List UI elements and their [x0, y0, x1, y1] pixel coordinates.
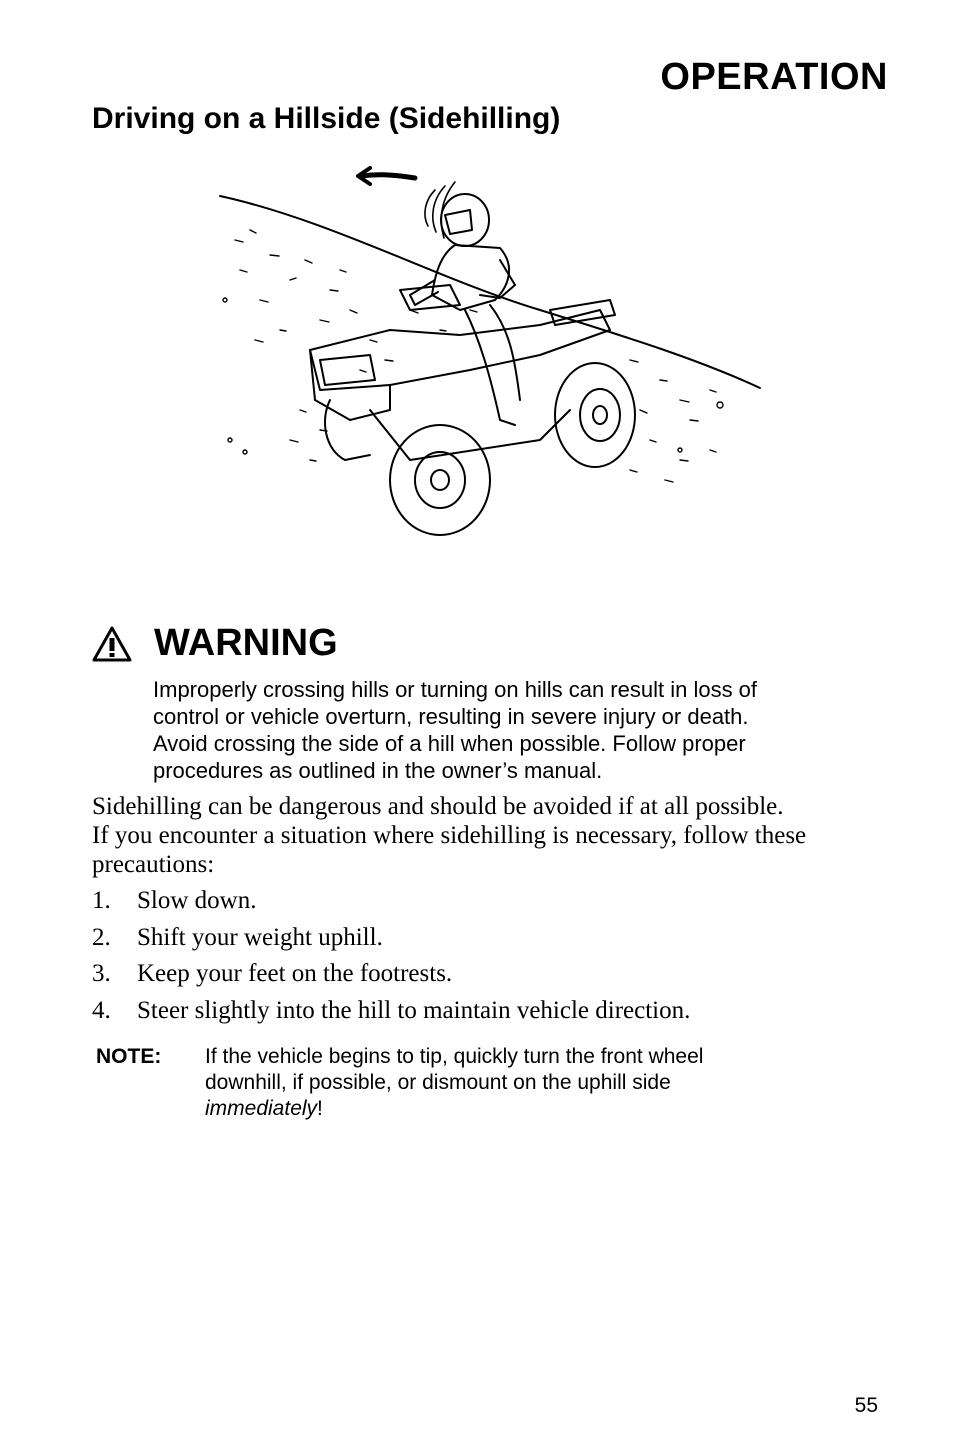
step-text: Slow down. [137, 887, 257, 914]
intro-paragraph [92, 792, 892, 879]
section-title: OPERATION [660, 56, 888, 98]
page-heading: Driving on a Hillside (Sidehilling) [92, 102, 561, 135]
note-emphasis: immediately [205, 1097, 318, 1120]
step-item [92, 923, 892, 952]
warning-line: procedures as outlined in the owner’s manual. [153, 758, 603, 783]
note-block [96, 1044, 856, 1122]
front-wheel [390, 425, 490, 535]
warning-line: control or vehicle overturn, resulting in severe injury or death. [153, 704, 749, 729]
rear-wheel [555, 363, 635, 467]
ground-speckles [223, 230, 723, 482]
step-text: Shift your weight uphill. [137, 923, 383, 951]
hillside-slope [220, 196, 760, 388]
warning-text [153, 676, 873, 784]
step-number: 3. [92, 960, 111, 987]
step-text: Steer slightly into the hill to maintain vehicle direction. [137, 996, 691, 1024]
precaution-steps [92, 886, 892, 1032]
note-line-last [205, 1096, 703, 1122]
warning-header [92, 622, 338, 665]
rider [410, 194, 520, 425]
warning-line: Improperly crossing hills or turning on hills can result in loss of [153, 677, 758, 702]
intro-line: Sidehilling can be dangerous and should be avoided if at all possible. [92, 793, 784, 820]
atv [310, 285, 635, 535]
step-item [92, 996, 892, 1025]
step-item [92, 959, 892, 988]
step-number: 1. [92, 887, 111, 914]
note-line: If the vehicle begins to tip, quickly turn the front wheel [205, 1045, 704, 1068]
warning-triangle-icon [92, 626, 132, 662]
note-label: NOTE: [96, 1045, 162, 1068]
note-text [205, 1044, 703, 1122]
note-line: downhill, if possible, or dismount on the uphill side [205, 1071, 671, 1094]
step-number: 2. [92, 923, 111, 951]
note-end: ! [317, 1097, 323, 1120]
intro-line: precautions: [92, 851, 215, 878]
lean-arrow [360, 175, 415, 178]
step-number: 4. [92, 996, 111, 1024]
intro-line: If you encounter a situation where sidehilling is necessary, follow these [92, 822, 807, 849]
step-text: Keep your feet on the footrests. [137, 960, 453, 987]
warning-title: WARNING [154, 622, 338, 664]
step-item [92, 886, 892, 915]
atv-sidehilling-illustration [210, 160, 770, 540]
page-number: 55 [854, 1394, 878, 1417]
warning-line: Avoid crossing the side of a hill when possible. Follow proper [153, 731, 746, 756]
